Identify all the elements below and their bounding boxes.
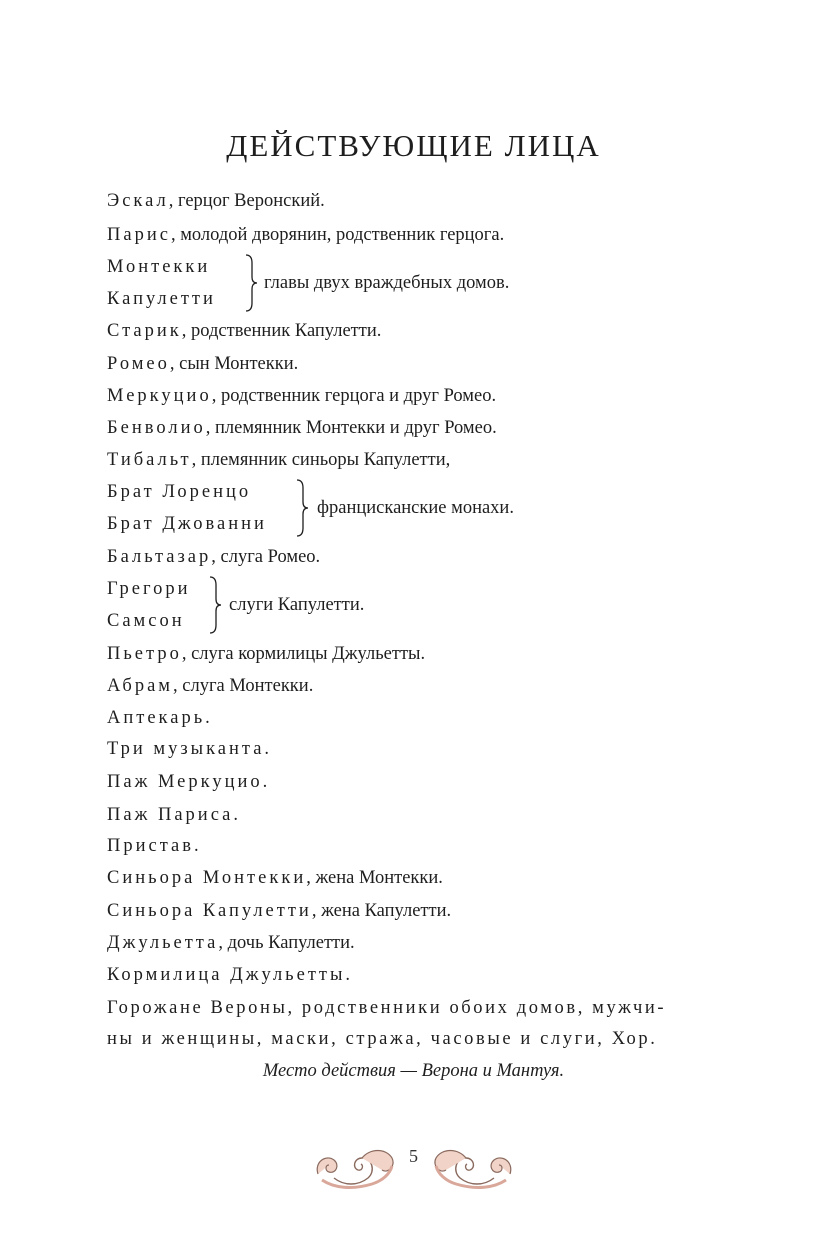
group-description: францисканские монахи. (317, 498, 514, 518)
right-brace-icon (295, 478, 309, 538)
character-description: , жена Капулетти. (311, 901, 452, 921)
character-description: , племянник синьоры Капулетти, (191, 450, 451, 470)
character-name: Пристав. (107, 836, 202, 856)
character-name: Ромео (107, 354, 170, 374)
character-name: Аптекарь. (107, 708, 213, 728)
character-name: Синьора Капулетти (107, 901, 312, 921)
cast-entry-citizens-line-1: Горожане Вероны, родственники обоих домов, мужчи- (107, 998, 667, 1018)
character-name: Монтекки (107, 257, 211, 277)
character-description: , слуга кормилицы Джульетты. (181, 644, 426, 664)
cast-entry-peter (107, 638, 425, 670)
character-description: , племянник Монтекки и друг Ромео. (205, 418, 497, 438)
cast-entry-juliet (107, 927, 355, 959)
cast-entry-old-man (107, 315, 381, 347)
cast-entry-paris (107, 219, 504, 251)
character-name: Тибальт (107, 450, 192, 470)
character-name: Паж Меркуцио. (107, 772, 271, 792)
cast-entry-escalus (107, 185, 325, 217)
character-name: Пьетро (107, 644, 182, 664)
character-description: , родственник герцога и друг Ромео. (211, 386, 497, 406)
cast-entry-lady-montague (107, 862, 443, 894)
character-name: Кормилица Джульетты. (107, 965, 354, 985)
cast-entry-page-paris (107, 799, 241, 831)
character-name: Самсон (107, 611, 185, 631)
cast-entry-lady-capulet (107, 895, 451, 927)
cast-entry-benvolio (107, 412, 497, 444)
character-name: Эскал (107, 191, 169, 211)
character-name: Грегори (107, 579, 191, 599)
page-title: ДЕЙСТВУЮЩИЕ ЛИЦА (226, 128, 601, 163)
character-name: Абрам (107, 676, 174, 696)
character-name: Капулетти (107, 289, 216, 309)
right-brace-icon (244, 253, 258, 313)
character-description: , молодой дворянин, родственник герцога. (170, 225, 505, 245)
character-name: Парис (107, 225, 171, 245)
right-ornament-icon (432, 1144, 516, 1192)
character-name: Паж Париса. (107, 805, 241, 825)
cast-entry-musicians (107, 733, 272, 765)
character-name: Брат Джованни (107, 514, 267, 534)
cast-entry-nurse (107, 959, 353, 991)
character-description: , герцог Веронский. (168, 191, 325, 211)
cast-entry-balthasar (107, 541, 320, 573)
character-name: Старик (107, 321, 182, 341)
cast-entry-mercutio (107, 380, 496, 412)
place-of-action: Место действия — Верона и Мантуя. (262, 1061, 565, 1081)
character-name: Синьора Монтекки (107, 868, 307, 888)
page-footer (0, 1140, 827, 1200)
group-description: главы двух враждебных домов. (264, 273, 510, 293)
character-description: , сын Монтекки. (169, 354, 299, 374)
character-description: , слуга Монтекки. (173, 676, 314, 696)
cast-entry-citizens-line-2: ны и женщины, маски, стража, часовые и слуги, Хор. (107, 1029, 658, 1049)
character-name: Брат Лоренцо (107, 482, 252, 502)
character-name: Меркуцио (107, 386, 212, 406)
cast-entry-abram (107, 670, 313, 702)
group-description: слуги Капулетти. (229, 595, 365, 615)
cast-entry-tybalt (107, 444, 450, 476)
cast-entry-page-mercutio (107, 766, 270, 798)
character-description: , слуга Ромео. (211, 547, 321, 567)
character-name: Джульетта (107, 933, 219, 953)
character-description: , дочь Капулетти. (218, 933, 355, 953)
character-name: Бальтазар (107, 547, 212, 567)
cast-entry-apothecary (107, 702, 213, 734)
character-description: , родственник Капулетти. (181, 321, 382, 341)
character-name: Бенволио (107, 418, 206, 438)
character-description: , жена Монтекки. (306, 868, 443, 888)
page-number: 5 (409, 1146, 418, 1166)
character-name: Три музыканта. (107, 739, 273, 759)
cast-entry-officer (107, 830, 202, 862)
cast-entry-romeo (107, 348, 298, 380)
right-brace-icon (208, 575, 222, 635)
